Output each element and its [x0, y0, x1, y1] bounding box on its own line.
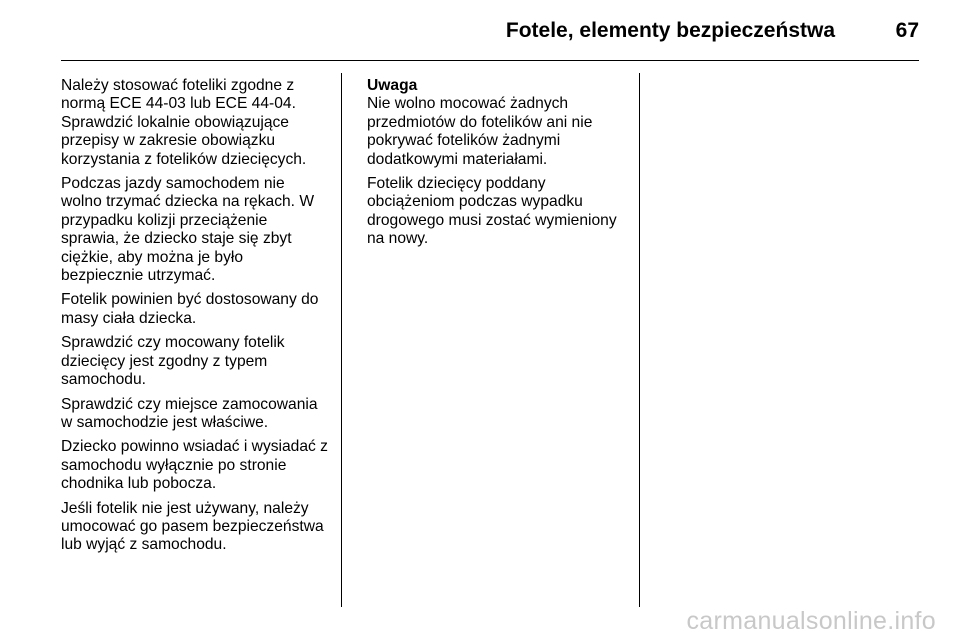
page-header-title: Fotele, elementy bezpieczeństwa	[505, 19, 835, 42]
page-number: 67	[895, 19, 919, 42]
left-text-column	[61, 77, 329, 561]
paragraph-mounting-location: Sprawdzić czy miejsce zamocowania w samochodzie jest właściwe.	[61, 395, 318, 431]
paragraph-replace-after-accident: Fotelik dziecięcy poddany obciążeniom podczas wypadku drogowego musi zostać wymieniony na nowy.	[367, 175, 617, 248]
column-divider-right	[639, 73, 640, 607]
paragraph-unused-seat: Jeśli fotelik nie jest używany, należy umocować go pasem bezpieczeństwa lub wyjąć z samochodu.	[61, 499, 324, 554]
column-divider-left	[341, 73, 342, 607]
paragraph-seat-weight: Fotelik powinien być dostosowany do masy ciała dziecka.	[61, 291, 319, 327]
paragraph-seat-compatibility: Sprawdzić czy mocowany fotelik dziecięcy jest zgodny z typem samochodu.	[61, 334, 285, 389]
header-divider	[61, 60, 919, 61]
paragraph-ece-standard: Należy stosować foteliki zgodne z normą ECE 44-03 lub ECE 44-04. Sprawdzić lokalnie obowiązujące przepisy w zakresie obowiązku korzystania z fotelików dziecięcych.	[61, 77, 307, 168]
warning-note	[367, 77, 629, 169]
paragraph-entry-exit: Dziecko powinno wsiadać i wysiadać z samochodu wyłącznie po stronie chodnika lub pobocza.	[61, 438, 328, 493]
paragraph-no-holding-child: Podczas jazdy samochodem nie wolno trzymać dziecka na rękach. W przypadku kolizji przeciążenie sprawia, że dziecko staje się zbyt ciężkie, aby można je było bezpiecznie utrzymać.	[61, 175, 315, 285]
middle-text-column	[367, 77, 629, 255]
warning-text: Nie wolno mocować żadnych przedmiotów do fotelików ani nie pokrywać fotelików żadnymi dodatkowymi materiałami.	[367, 95, 593, 168]
warning-label: Uwaga	[367, 77, 418, 94]
watermark: carmanualsonline.info	[686, 607, 936, 635]
